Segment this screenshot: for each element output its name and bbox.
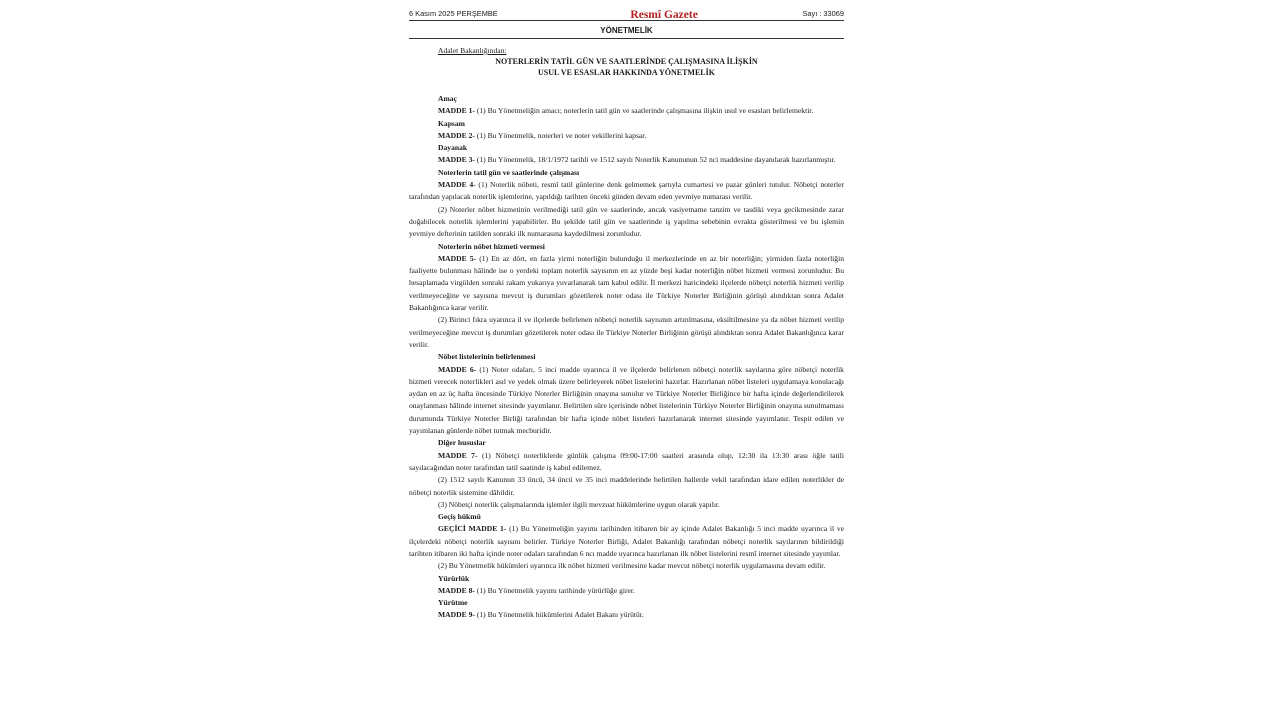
article-text: (1) Bu Yönetmelik, 18/1/1972 tarihli ve 1512 sayılı Noterlik Kanununun 52 nci maddesine dayanılarak hazırlanmıştır. [474, 155, 836, 165]
article-text: (3) Nöbetçi noterlik çalışmalarında işlemler ilgili mevzuat hükümlerine uygun olarak yapılır. [438, 499, 720, 509]
article-paragraph [409, 105, 844, 117]
article-number: MADDE 2- [438, 130, 475, 140]
article-paragraph [409, 523, 844, 560]
article-text: (1) Bu Yönetmelik hükümlerini Adalet Bakanı yürütür. [474, 610, 644, 620]
section-heading: Geçiş hükmü [438, 512, 481, 522]
article-text: (1) Bu Yönetmeliğin amacı; noterlerin tatil gün ve saatlerinde çalışmasına ilişkin usul ve esasları belirlemektir. [474, 106, 814, 116]
article-number: MADDE 9- [438, 610, 475, 620]
article-text: (1) Bu Yönetmelik, noterleri ve noter vekillerini kapsar. [474, 130, 647, 140]
article-text: (1) Noter odaları, 5 inci madde uyarınca il ve ilçelerde belirlenen nöbetçi noterlik sayılarına göre nöbetçi noterlik hizmeti verecek noterlikleri asıl ve yedek olmak üzere belirleyerek nöbet listelerini hazırlar. Hazırlanan nöbet listeleri uygulamaya konulacağı aydan en az üç hafta öncesinde Türkiye Noterler Birliğinin onayına sunulur ve Türkiye Noterler Birliğince bir hafta içinde değerlendirilerek onaylanması hâlinde internet sitesinde yayımlanır. Belirtilen süre içerisinde nöbet listelerinin Türkiye Noterler Birliğinin onayına sunulmaması durumunda Türkiye Noterler Birliği tarafından bir hafta içinde nöbet listeleri hazırlanarak internet sitesinde yayımlanır. Tespit edilen ve yayımlanan günlerde nöbet tutmak mecburidir. [409, 364, 844, 436]
article-text: (2) Noterler nöbet hizmetinin verilmediği tatil gün ve saatlerinde, ancak vasiyetname tanzim ve tasdiki veya gecikmesinde zarar doğabilecek noterlik işlemlerini yapabilirler. Bu şekilde tatil gün ve saatlerinde iş yapılma sebebinin evrakta gösterilmesi ve bu işlemin yevmiye defterinin tatilden sonraki ilk numarasına kaydedilmesi zorunludur. [409, 204, 844, 239]
article-number: MADDE 4- [438, 180, 476, 190]
article-paragraph [409, 179, 844, 204]
article-paragraph [409, 364, 844, 438]
section-heading: Dayanak [438, 143, 468, 153]
section-heading: Amaç [438, 94, 457, 103]
article-number: GEÇİCİ MADDE 1- [438, 524, 507, 534]
article-number: MADDE 8- [438, 585, 475, 595]
gazette-page [409, 6, 844, 718]
document-type: YÖNETMELİK [600, 26, 653, 35]
article-number: MADDE 1- [438, 106, 475, 116]
article-number: MADDE 6- [438, 364, 477, 374]
article-text: (1) Bu Yönetmeliğin yayımı tarihinden itibaren bir ay içinde Adalet Bakanlığı 5 inci madde uyarınca il ve ilçelerdeki nöbetçi noterlik sayısını belirler. Türkiye Noterler Birliği, Adalet Bakanlığı tarafından nöbetçi noterlik sayılarının bildirildiği tarihten itibaren iki hafta içinde noter odaları tarafından 6 ncı madde uyarınca hazırlanan ilk nöbet listelerini resmî internet sitesinde yayımlar. [409, 524, 844, 558]
article-paragraph [409, 609, 844, 621]
issue-number: Sayı : 33069 [802, 8, 844, 18]
section-heading: Nöbet listelerinin belirlenmesi [438, 352, 536, 362]
divider [409, 38, 844, 39]
article-paragraph [409, 314, 844, 351]
regulation-body [409, 93, 844, 622]
section-heading: Diğer hususlar [438, 438, 486, 448]
article-number: MADDE 7- [438, 450, 478, 460]
issue-date: 6 Kasım 2025 PERŞEMBE [409, 8, 498, 18]
article-text: (2) 1512 sayılı Kanunun 33 üncü, 34 üncü ve 35 inci maddelerinde belirtilen hallerde vekil tarafından idare edilen noterlikler de nöbetçi noterlik sistemine dâhildir. [409, 475, 844, 497]
issuer-line: Adalet Bakanlığından: [438, 46, 507, 55]
regulation-title-line-1: NOTERLERİN TATİL GÜN VE SAATLERİNDE ÇALIŞMASINA İLİŞKİN [495, 57, 758, 66]
article-paragraph [409, 204, 844, 241]
article-paragraph [409, 253, 844, 314]
article-number: MADDE 5- [438, 253, 477, 263]
article-paragraph [409, 154, 844, 166]
section-heading: Noterlerin nöbet hizmeti vermesi [438, 241, 545, 251]
article-text: (2) Birinci fıkra uyarınca il ve ilçelerde belirlenen nöbetçi noterlik sayısının artırılmasına, eksiltilmesine ya da nöbet hizmeti verilip verilmeyeceğine mevcut iş durumları gözetilerek noter odası ile Türkiye Noterler Birliğinin görüşü alındıktan sonra Adalet Bakanlığınca karar verilir. [409, 315, 844, 349]
article-paragraph [409, 450, 844, 475]
article-paragraph [409, 130, 844, 142]
article-paragraph [409, 474, 844, 499]
article-paragraph [409, 499, 844, 511]
article-number: MADDE 3- [438, 155, 475, 165]
article-text: (2) Bu Yönetmelik hükümleri uyarınca ilk nöbet hizmeti verilmesine kadar mevcut nöbetçi noterlik uygulamasına devam edilir. [438, 561, 826, 571]
article-paragraph [409, 560, 844, 572]
section-heading: Kapsam [438, 118, 466, 128]
article-text: (1) Nöbetçi noterliklerde günlük çalışma 09:00-17:00 saatleri arasında olup, 12:30 ila 13:30 arası öğle tatili sayılacağından noter tarafından tatil saatinde iş kabul edilemez. [409, 450, 844, 472]
regulation-title-line-2: USUL VE ESASLAR HAKKINDA YÖNETMELİK [538, 68, 715, 77]
article-text: (1) En az dört, en fazla yirmi noterliğin bulunduğu il merkezlerinde en az bir noterliğin; yirmiden fazla noterliğin faaliyette bulunması hâlinde ise o yerdeki toplam noterlik sayısının en az yüzde beşi kadar noterliğin nöbet hizmeti vermesi zorunludur. Bu hesaplamada virgülden sonraki rakam yukarıya yuvarlanarak tam kabul edilir. İl merkezi haricindeki ilçelerde nöbetçi noterlik hizmeti verilip verilmeyeceğine ve sayısına mevcut iş durumları gözetilerek noter odası ile Türkiye Noterler Birliğinin görüşü alındıktan sonra Adalet Bakanlığınca karar verilir. [409, 253, 844, 313]
masthead: Resmî Gazete [630, 8, 698, 21]
section-heading: Noterlerin tatil gün ve saatlerinde çalışması [438, 167, 580, 177]
section-heading: Yürütme [438, 598, 468, 608]
article-text: (1) Noterlik nöbeti, resmî tatil günlerine denk gelmemek şartıyla cumartesi ve pazar günleri tutulur. Nöbetçi noterler tarafından yapılacak noterlik işlemlerine, yapıldığı tarihten önceki günden devam eden yevmiye numarası verilir. [409, 180, 844, 202]
section-heading: Yürürlük [438, 573, 470, 583]
article-paragraph [409, 585, 844, 597]
article-text: (1) Bu Yönetmelik yayımı tarihinde yürürlüğe girer. [474, 585, 635, 595]
gazette-header [409, 6, 844, 21]
